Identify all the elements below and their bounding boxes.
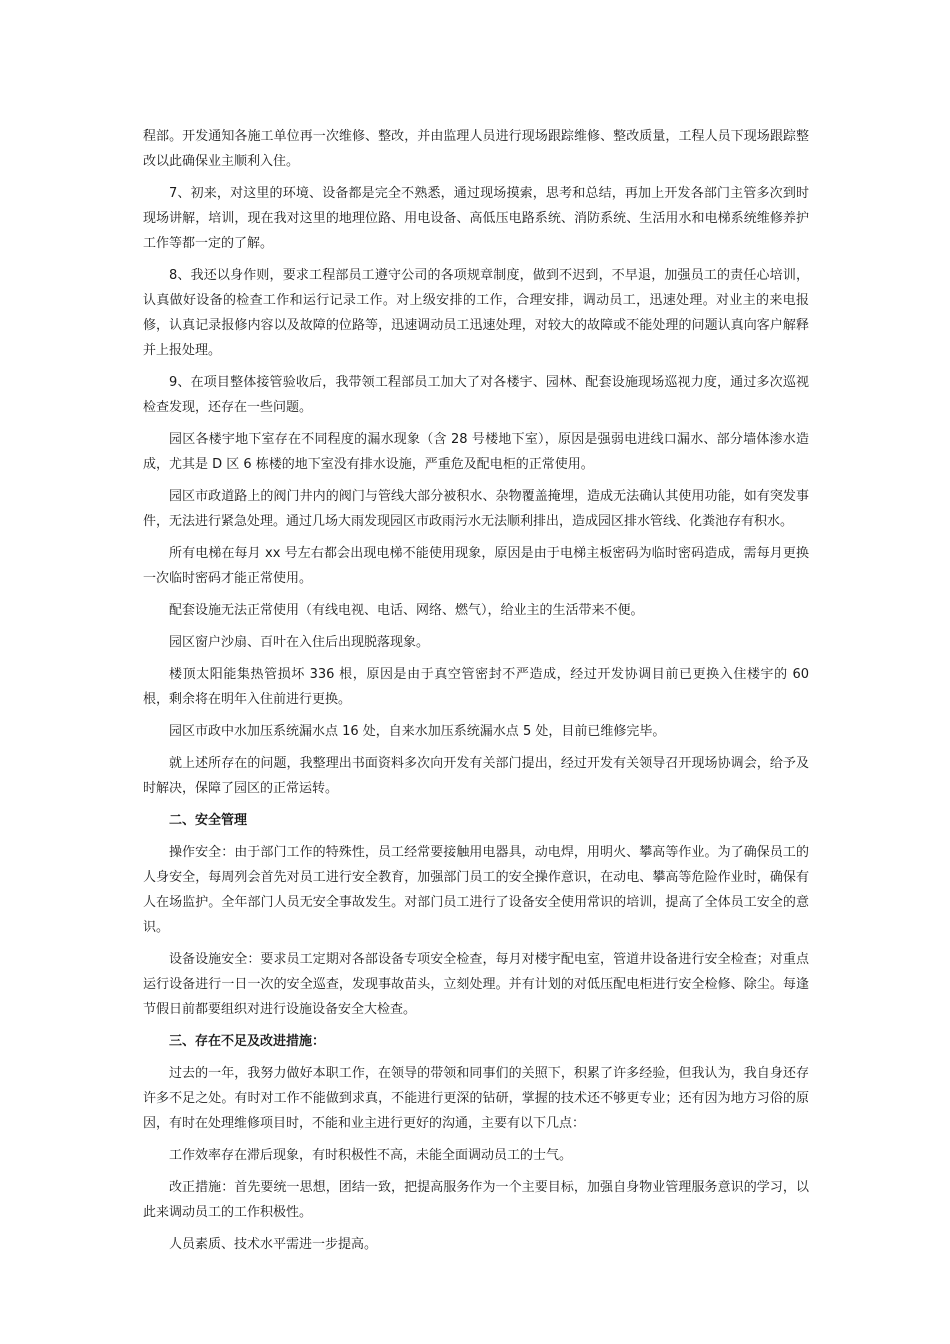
paragraph-14: 设备设施安全：要求员工定期对各部设备专项安全检查，每月对楼宇配电室，管道井设备进行安全检查；对重点运行设备进行一日一次的安全巡查，发现事故苗头，立刻处理。并有计划的对低压配电柜进行安全检修、除尘。每逢节假日前都要组织对进行设施设备安全大检查。 <box>143 952 809 1017</box>
paragraph-10: 楼顶太阳能集热管损坏 336 根，原因是由于真空管密封不严造成，经过开发协调目前已更换入住楼宇的 60 根，剩余将在明年入住前进行更换。 <box>143 667 809 707</box>
paragraph-17: 改正措施：首先要统一思想，团结一致，把提高服务作为一个主要目标，加强自身物业管理服务意识的学习，以此来调动员工的工作积极性。 <box>143 1180 809 1220</box>
paragraph-18: 人员素质、技术水平需进一步提高。 <box>169 1237 378 1252</box>
section-heading-improvements: 三、存在不足及改进措施： <box>169 1034 326 1049</box>
paragraph-16: 工作效率存在滞后现象，有时积极性不高，未能全面调动员工的士气。 <box>169 1148 573 1163</box>
paragraph-6: 园区市政道路上的阀门井内的阀门与管线大部分被积水、杂物覆盖掩埋，造成无法确认其使用功能，如有突发事件，无法进行紧急处理。通过几场大雨发现园区市政雨污水无法顺利排出，造成园区排水管线、化粪池存有积水。 <box>143 489 809 529</box>
paragraph-11: 园区市政中水加压系统漏水点 16 处，自来水加压系统漏水点 5 处，目前已维修完毕。 <box>169 724 666 739</box>
paragraph-2: 7、初来，对这里的环境、设备都是完全不熟悉，通过现场摸索，思考和总结，再加上开发各部门主管多次到时现场讲解，培训，现在我对这里的地理位路、用电设备、高低压电路系统、消防系统、生活用水和电梯系统维修养护工作等都一定的了解。 <box>143 186 809 251</box>
paragraph-1: 程部。开发通知各施工单位再一次维修、整改，并由监理人员进行现场跟踪维修、整改质量，工程人员下现场跟踪整改以此确保业主顺利入住。 <box>143 129 809 169</box>
paragraph-8: 配套设施无法正常使用（有线电视、电话、网络、燃气），给业主的生活带来不便。 <box>169 603 644 618</box>
paragraph-4: 9、在项目整体接管验收后，我带领工程部员工加大了对各楼宇、园林、配套设施现场巡视力度，通过多次巡视检查发现，还存在一些问题。 <box>143 375 809 415</box>
section-heading-safety: 二、安全管理 <box>169 813 248 828</box>
paragraph-12: 就上述所存在的问题，我整理出书面资料多次向开发有关部门提出，经过开发有关领导召开现场协调会，给予及时解决，保障了园区的正常运转。 <box>143 756 809 796</box>
paragraph-7: 所有电梯在每月 xx 号左右都会出现电梯不能使用现象，原因是由于电梯主板密码为临时密码造成，需每月更换一次临时密码才能正常使用。 <box>143 546 809 586</box>
paragraph-13: 操作安全：由于部门工作的特殊性，员工经常要接触用电器具，动电焊，用明火、攀高等作业。为了确保员工的人身安全，每周列会首先对员工进行安全教育，加强部门员工的安全操作意识，在动电、攀高等危险作业时，确保有人在场监护。全年部门人员无安全事故发生。对部门员工进行了设备安全使用常识的培训，提高了全体员工安全的意识。 <box>143 845 809 935</box>
paragraph-9: 园区窗户沙扇、百叶在入住后出现脱落现象。 <box>169 635 430 650</box>
paragraph-5: 园区各楼宇地下室存在不同程度的漏水现象（含 28 号楼地下室），原因是强弱电进线口漏水、部分墙体渗水造成，尤其是 D 区 6 栋楼的地下室没有排水设施，严重危及配电柜的正常使用。 <box>143 432 809 472</box>
paragraph-15: 过去的一年，我努力做好本职工作，在领导的带领和同事们的关照下，积累了许多经验，但我认为，我自身还存许多不足之处。有时对工作不能做到求真，不能进行更深的钻研，掌握的技术还不够更专业；还有因为地方习俗的原因，有时在处理维修项目时，不能和业主进行更好的沟通，主要有以下几点： <box>143 1066 809 1131</box>
paragraph-3: 8、我还以身作则，要求工程部员工遵守公司的各项规章制度，做到不迟到，不早退，加强员工的责任心培训，认真做好设备的检查工作和运行记录工作。对上级安排的工作，合理安排，调动员工，迅速处理。对业主的来电报修，认真记录报修内容以及故障的位路等，迅速调动员工迅速处理，对较大的故障或不能处理的问题认真向客户解释并上报处理。 <box>143 268 809 358</box>
document-page <box>143 124 809 1264</box>
